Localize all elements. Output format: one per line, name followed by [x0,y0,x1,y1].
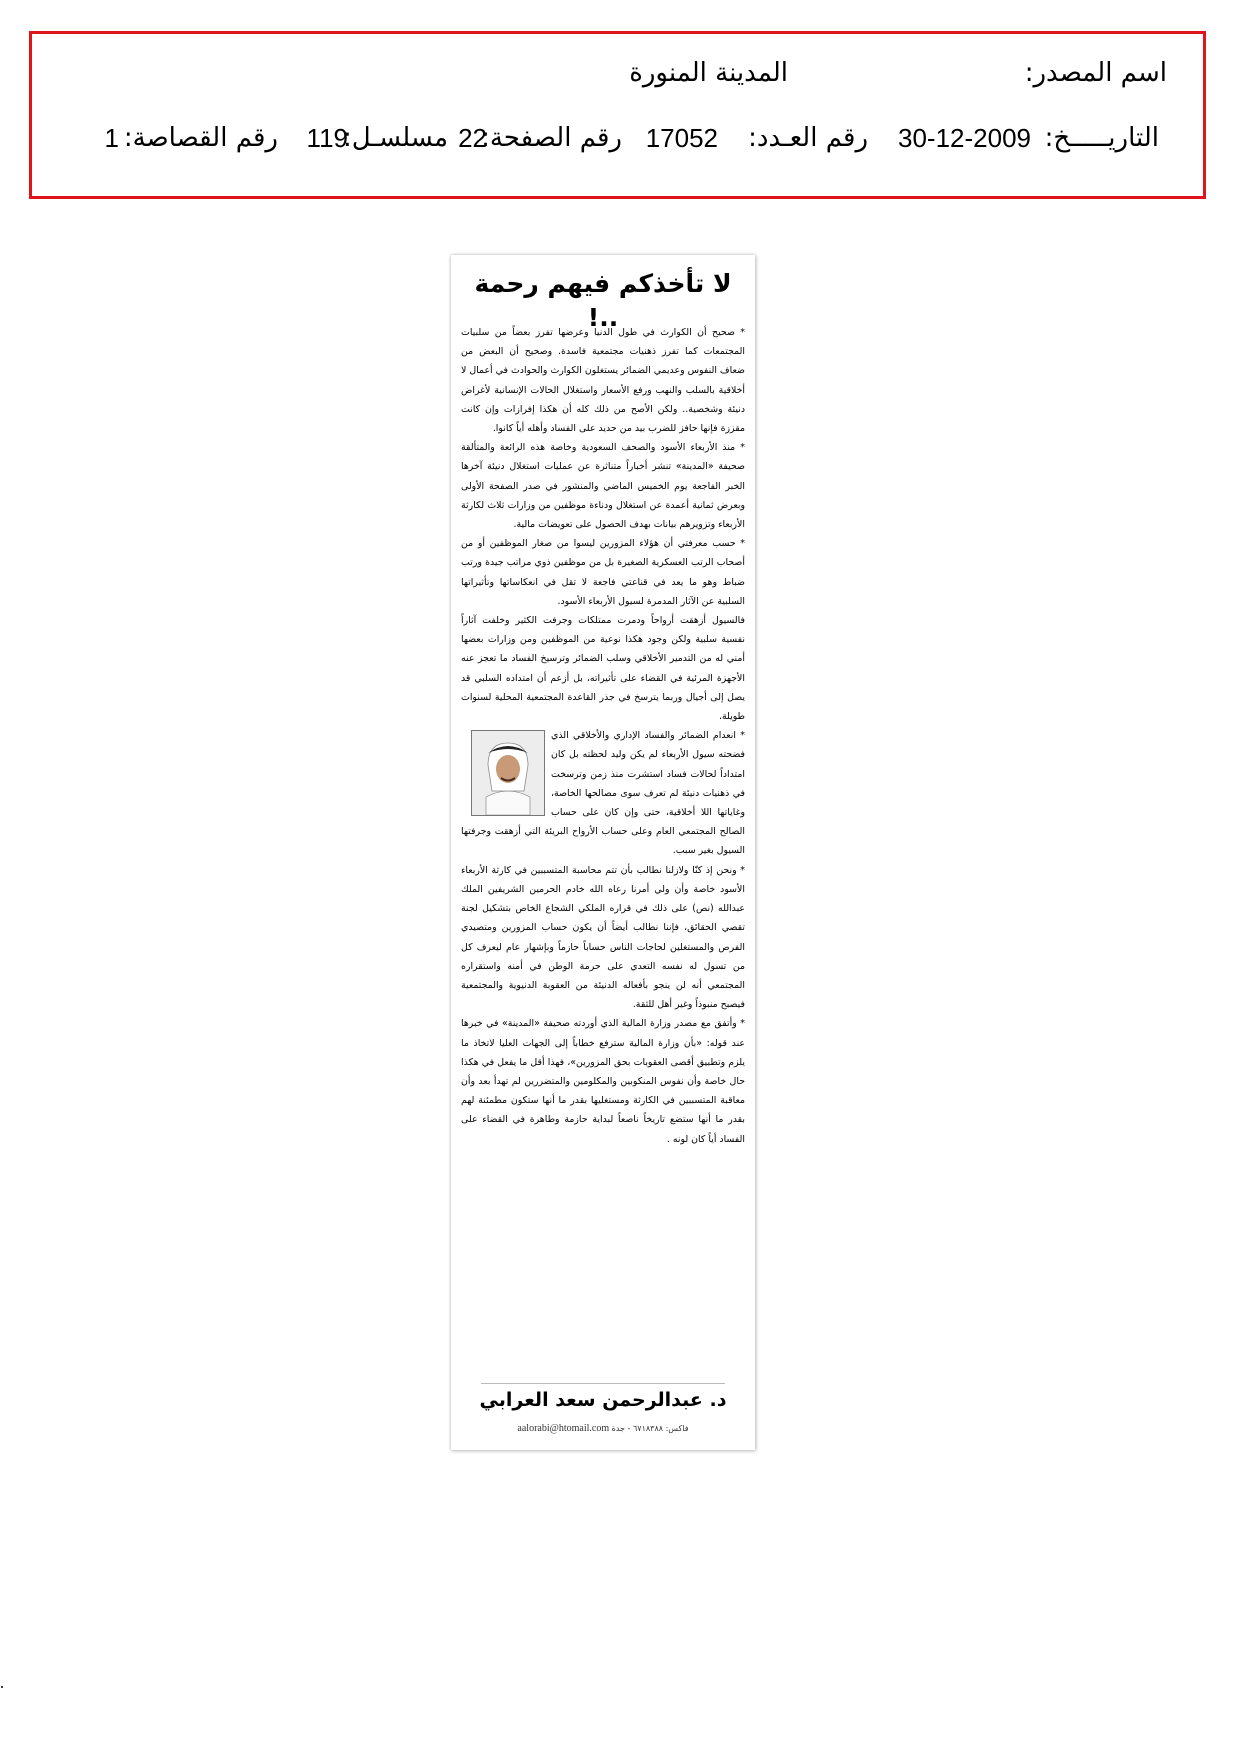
author-name: د. عبدالرحمن سعد العرابي [479,1389,727,1411]
clip-label: رقم القصاصة: [123,123,278,153]
author-photo [471,730,545,816]
author-fax: فاكس: ٦٧١٨٣٨٨ - جدة [611,1424,689,1433]
newspaper-clipping [451,255,755,1450]
issue-value: 17052 [645,123,718,153]
page-label: رقم الصفحة: [481,123,622,153]
author-email[interactable]: aalorabi@htomail.com [517,1423,610,1434]
article-paragraph: * انعدام الضمائر والفساد الإداري والأخلاقي الذي فضحته سيول الأربعاء لم يكن وليد لحظته بل كان امتداداً لحالات فساد استشرت منذ زمن وترسخت في ذهنيات دنيئة لم تعرف سوى مصالحها الخاصة، وغاياتها اللا أخلاقية، حتى وإن كان على حساب الصالح المجتمعي العام وعلى حساب الأرواح البريئة التي أزهقت وجرفتها السيول بغير سبب. [461,730,745,857]
date-label: التاريـــــخ: [1044,123,1159,153]
author-portrait-icon [472,731,544,815]
article-paragraph: * ونحن إذ كنّا ولازلنا نطالب بأن تتم محاسبة المتسببين في كارثة الأربعاء الأسود خاصة وأن ولي أمرنا رعاه الله خادم الحرمين الشريفين الملك عبدالله (نص) على ذلك في قراره الملكي الشجاع الخاص بتشكيل لجنة تقصي الحقائق، فإننا نطالب أيضاً أن يكون حساب المزورين ومتصيدي الفرص والمستغلين لحاجات الناس حساباً حازماً وبإشهار عام ليعرف كل من تسول له نفسه التعدي على حرمة الوطن في أمنه واستقراره المجتمعي أنه لن ينجو بأفعاله الدنيئة من العقوبة الدنيوية والمجتمعية فيصبح منبوذاً وغير أهل للثقة. [461,864,745,1011]
article-paragraph: * وأتفق مع مصدر وزارة المالية الذي أوردته صحيفة «المدينة» في خبرها عند قوله: «بأن وزارة المالية سترفع خطاباً إلى الجهات العليا لاتخاذ ما يلزم وتطبيق أقصى العقوبات بحق المزورين»، فهذا أقل ما يفعل في هكذا حال خاصة وأن نفوس المنكوبين والمكلومين والمتضررين لم تهدأ بعد وأن معاقبة المتسببين في الكارثة ومستغليها بقدر ما أنها ستكون مطمئنة لهم بقدر ما أنها ستضع تاريخاً ناصعاً لبداية حازمة وطاهرة في القضاء على الفساد أياً كان لونه . [461,1018,745,1145]
article-paragraph: * حسب معرفتي أن هؤلاء المزورين ليسوا من صغار الموظفين أو من أصحاب الرتب العسكرية الصغيرة بل من موظفين ذوي مراتب جيدة ورتب ضباط وهو ما يعد في قناعتي فاجعة لا تقل في انعكاساتها وتأثيراتها السلبية عن الآثار المدمرة لسيول الأربعاء الأسود. [461,538,745,607]
article-paragraph: فالسيول أزهقت أرواحاً ودمرت ممتلكات وجرفت الكثير وخلفت آثاراً نفسية سلبية ولكن وجود هكذا نوعية من الموظفين ومن وزارات بعضها أمني له من التدمير الأخلاقي وسلب الضمائر وترسيخ الفساد ما تعجز عنه الأجهزة المرئية في القضاء على تأثيراته، بل أزعم أن امتداده السلبي قد يصل إلى أجيال وربما يترسخ في جذر القاعدة المجتمعية المحلية لسنوات طويلة. [461,615,745,723]
serial-value: 119 [306,123,348,153]
scan-artifact [1,1686,3,1688]
source-value: المدينة المنورة [629,58,788,88]
issue-label: رقم العـدد: [748,123,868,153]
article-body [461,323,745,1149]
serial-label: مسلسـل: [343,123,448,153]
author-contact [461,1423,745,1435]
source-label: اسم المصدر: [1024,58,1167,88]
clip-value: 1 [104,123,119,153]
date-value: 30-12-2009 [898,123,1031,153]
page-value: 22 [458,123,487,153]
author-divider [481,1383,725,1384]
article-paragraph: * صحيح أن الكوارث في طول الدنيا وعرضها تفرز بعضاً من سلبيات المجتمعات كما تفرز ذهنيات مجتمعية فاسدة. وصحيح أن البعض من ضعاف النفوس وعديمي الضمائر يستغلون الكوارث والحوادث في أعمال لا أخلاقية بالسلب والنهب ورفع الأسعار واستغلال الحالات الإنسانية لأغراض دنيئة وشخصية.. ولكن الأصح من ذلك كله أن هكذا إفرازات وإن كانت مقززة فإنها حافز للضرب بيد من حديد على الفساد وأهله أياً كانوا. [461,327,745,435]
article-title: لا تأخذكم فيهم رحمة ..! [474,269,732,332]
clipping-metadata-header [29,31,1206,199]
article-paragraph: * منذ الأربعاء الأسود والصحف السعودية وخاصة هذه الرائعة والمتألقة صحيفة «المدينة» تنشر أخباراً متناثرة عن عمليات استغلال دنيئة آخرها الخبر الفاجعة يوم الخميس الماضي والمنشور في صدر الصفحة الأولى وبعرض ثمانية أعمدة عن استغلال ودناءة موظفين من وزارات ثلاث لكارثة الأربعاء وتزويرهم بيانات بهدف الحصول على تعويضات مالية. [461,442,745,531]
